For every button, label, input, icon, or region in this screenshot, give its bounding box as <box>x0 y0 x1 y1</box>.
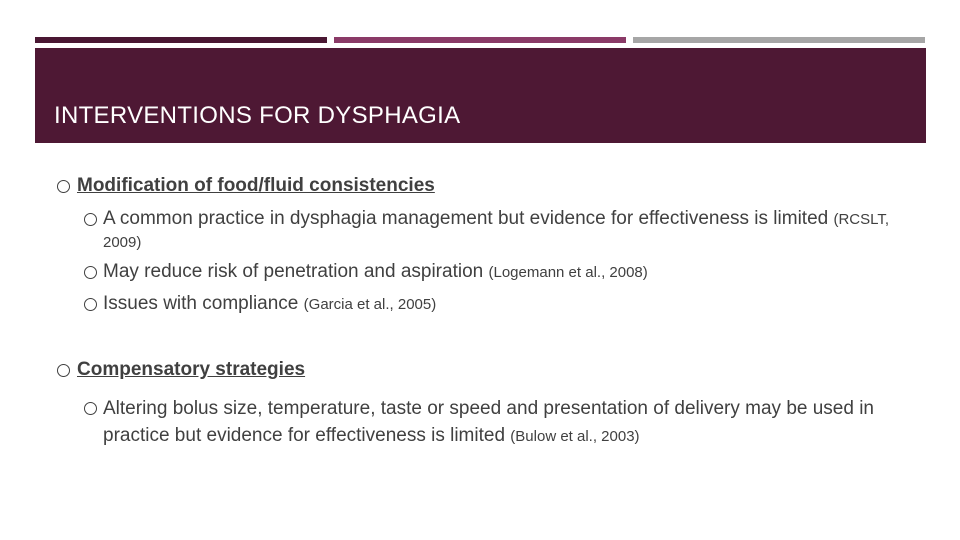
bullet-heading: Compensatory strategies <box>77 359 306 380</box>
sub-bullet-compliance <box>84 293 893 316</box>
citation: (Bulow et al., 2003) <box>510 428 640 445</box>
citation: (RCSLT, 2009) <box>103 211 890 251</box>
sub-bullet-altering-bolus <box>84 395 903 450</box>
circle-outline-icon <box>84 266 97 279</box>
sub-bullet-body: A common practice in dysphagia management but evidence for effectiveness is limited <box>103 208 829 229</box>
circle-outline-icon <box>84 402 97 415</box>
sub-bullet-reduce-risk <box>84 261 893 284</box>
sub-bullet-body: Altering bolus size, temperature, taste or speed and presentation of delivery may be used in practice but evidence for effectiveness is limited <box>103 398 874 446</box>
sub-bullet-text <box>103 261 893 284</box>
sub-bullet-body: May reduce risk of penetration and aspiration <box>103 261 484 282</box>
circle-outline-icon <box>57 180 70 193</box>
bullet-modification <box>57 175 435 197</box>
slide-title: INTERVENTIONS FOR DYSPHAGIA <box>54 102 461 129</box>
circle-outline-icon <box>84 213 97 226</box>
bullet-heading: Modification of food/fluid consistencies <box>77 175 435 196</box>
sub-bullet-text <box>103 395 903 450</box>
bullet-compensatory <box>57 359 305 381</box>
circle-outline-icon <box>84 298 97 311</box>
citation: (Garcia et al., 2005) <box>303 296 437 313</box>
citation: (Logemann et al., 2008) <box>488 264 648 281</box>
sub-bullet-common-practice <box>84 208 893 254</box>
circle-outline-icon <box>57 364 70 377</box>
sub-bullet-text <box>103 293 893 316</box>
sub-bullet-text <box>103 208 893 254</box>
sub-bullet-body: Issues with compliance <box>103 293 299 314</box>
